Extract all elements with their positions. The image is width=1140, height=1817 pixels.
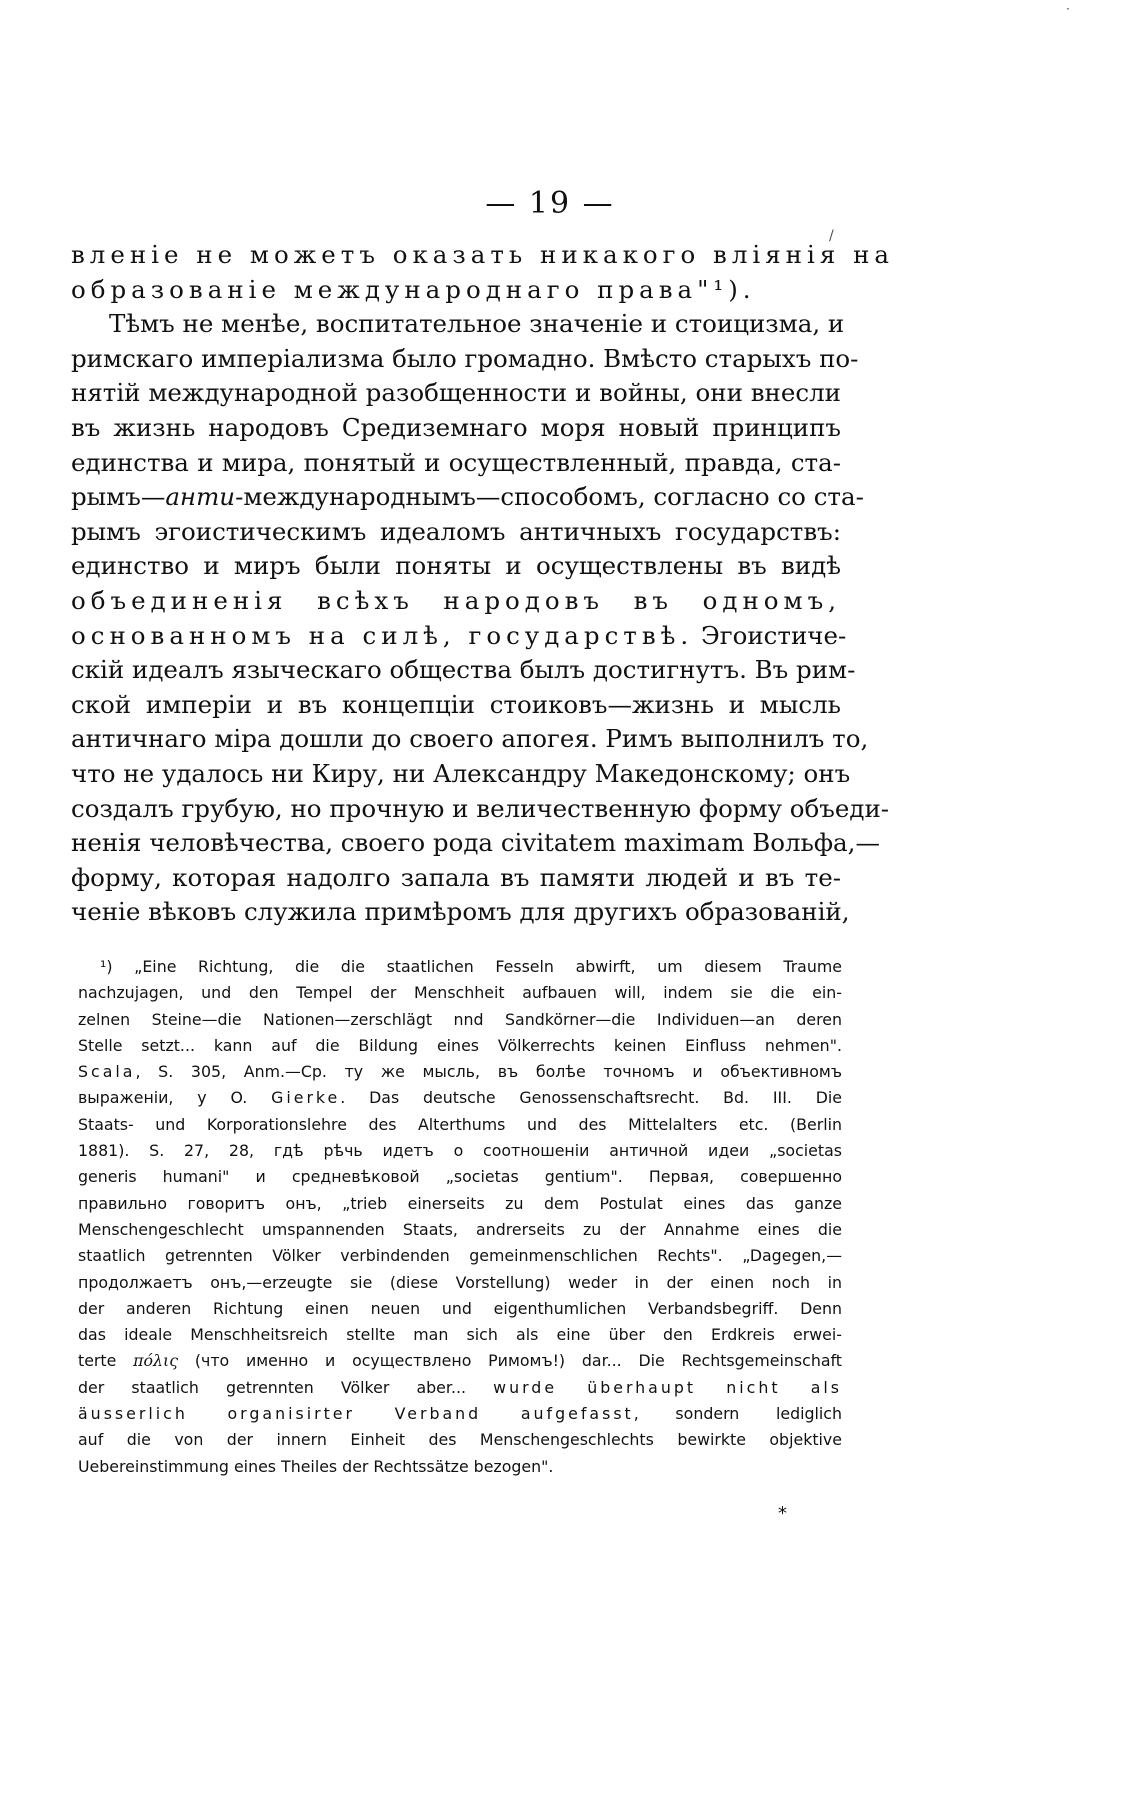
footnote-line (78, 1375, 842, 1401)
footnote-line: nachzujagen, und den Tempel der Menschheit aufbauen will, indem sie die ein- (78, 983, 842, 1003)
footnote-segment: , sondern lediglich (633, 1404, 842, 1424)
text-line: что не удалось ни Киру, ни Александру Македонскому; онъ (71, 758, 851, 788)
spaced-emphasis: wurde überhaupt nicht als (493, 1377, 842, 1397)
text-line: ской имперiи и въ концепцiи стоиковъ—жизнь и мысль (71, 689, 841, 719)
text-line (71, 619, 847, 654)
text-segment: Эгоистиче- (693, 620, 847, 650)
dot-mark: · (1066, 2, 1070, 16)
footnote (78, 954, 842, 1480)
footnote-line: Stelle setzt... kann auf die Bildung eines Völkerrechts keinen Einfluss nehmen". (78, 1035, 842, 1055)
author-name: Scala (78, 1062, 136, 1082)
text-line: создалъ грубую, но прочную и величественную форму объеди- (71, 793, 890, 823)
footnote-segment: der staatlich getrennten Völker aber... (78, 1377, 494, 1397)
text-segment: -международнымъ—способомъ, согласно со ста- (235, 482, 864, 512)
footnote-line: staatlich getrennten Völker verbindenden gemeinmenschlichen Rechts". „Dagegen,— (78, 1246, 842, 1266)
text-line: единство и миръ были поняты и осуществлены въ видѣ (71, 551, 841, 581)
footnote-line: ¹) „Eine Richtung, die die staatlichen Fesseln abwirft, um diesem Traume (100, 957, 842, 976)
footnote-line (78, 1085, 842, 1111)
footnote-segment: (что именно и осуществлено Римомъ!) dar... Die Rechtsgemeinschaft (178, 1351, 842, 1371)
text-line: Тѣмъ не менѣе, воспитательное значенiе и стоицизма, и (109, 309, 845, 339)
footnote-line: Uebereinstimmung eines Theiles der Rechtssätze bezogen". (78, 1456, 554, 1476)
footnote-segment: , S. 305, Anm.—Ср. ту же мысль, въ болѣе точномъ и объективномъ (135, 1062, 842, 1082)
text-line: единства и мира, понятый и осуществленный, правда, ста- (71, 447, 841, 477)
footnote-line: Staats- und Korporationslehre des Alterthums und des Mittelalters etc. (Berlin (78, 1114, 842, 1134)
text-line: ненiя человѣчества, своего рода civitatem maximam Вольфа,— (71, 828, 880, 858)
text-line: вленiе не можетъ оказать никакого влiянiя на (71, 240, 895, 269)
spaced-emphasis: основанномъ на силѣ, государствѣ. (71, 620, 694, 650)
text-segment: рымъ— (71, 482, 166, 512)
footnote-line: der anderen Richtung einen neuen und eigenthumlichen Verbandsbegriff. Denn (78, 1298, 842, 1318)
footnote-line: auf die von der innern Einheit des Menschengeschlechts bewirkte objektive (78, 1430, 842, 1450)
text-line: въ жизнь народовъ Средиземнаго моря новый принципъ (71, 412, 841, 442)
footnote-line: продолжаетъ онъ,—erzeugte sie (diese Vorstellung) weder in der einen noch in (78, 1272, 842, 1292)
footnote-line: правильно говоритъ онъ, „trieb einerseits zu dem Postulat eines das ganze (78, 1193, 842, 1213)
text-line: античнаго мiра дошли до своего апогея. Римъ выполнилъ то, (71, 724, 869, 754)
footnote-segment: выраженiи, у O. (78, 1088, 272, 1108)
page-number: — 19 — (485, 186, 615, 221)
greek-word: πόλις (133, 1351, 179, 1371)
footnote-line: generis humani" и средневѣковой „societas gentium". Первая, совершенно (78, 1167, 842, 1187)
text-line: образованiе международнаго права"¹). (71, 274, 756, 304)
author-name: Gierke (271, 1088, 341, 1108)
main-text (71, 238, 895, 930)
footnote-line (78, 1401, 842, 1427)
footnote-line (78, 1059, 842, 1085)
text-line: объединенiя всѣхъ народовъ въ одномъ, (71, 585, 841, 615)
text-line: форму, которая надолго запала въ памяти людей и въ те- (71, 862, 841, 892)
footnote-line: zelnen Steine—die Nationen—zerschlägt nnd Sandkörner—die Individuen—an deren (78, 1009, 842, 1029)
footnote-line (78, 1348, 842, 1374)
text-line: рымъ эгоистическимъ идеаломъ античныхъ государствъ: (71, 516, 841, 546)
italic-word: анти (165, 482, 236, 512)
text-line: римскаго имперiализма было громадно. Вмѣсто старыхъ по- (71, 343, 859, 373)
text-line: скiй идеалъ языческаго общества былъ достигнутъ. Въ рим- (71, 655, 856, 685)
text-line (71, 480, 864, 515)
footnote-segment: terte (78, 1351, 134, 1371)
text-line: нятiй международной разобщенности и войны, они внесли (71, 378, 841, 408)
text-line: ченiе вѣковъ служила примѣромъ для другихъ образованiй, (71, 897, 850, 927)
footnote-line: 1881). S. 27, 28, гдѣ рѣчь идетъ о соотношенiи античной идеи „societas (78, 1141, 842, 1161)
footnote-line: das ideale Menschheitsreich stellte man sich als eine über den Erdkreis erwei- (78, 1325, 842, 1345)
footnote-line: Menschengeschlecht umspannenden Staats, andrerseits zu der Annahme eines die (78, 1219, 842, 1239)
spaced-emphasis: äusserlich organisirter Verband aufgefasst (78, 1404, 634, 1424)
star-mark: * (778, 1503, 787, 1524)
tick-mark: / (829, 228, 834, 244)
footnote-segment: . Das deutsche Genossenschaftsrecht. Bd. III. Die (340, 1088, 842, 1108)
